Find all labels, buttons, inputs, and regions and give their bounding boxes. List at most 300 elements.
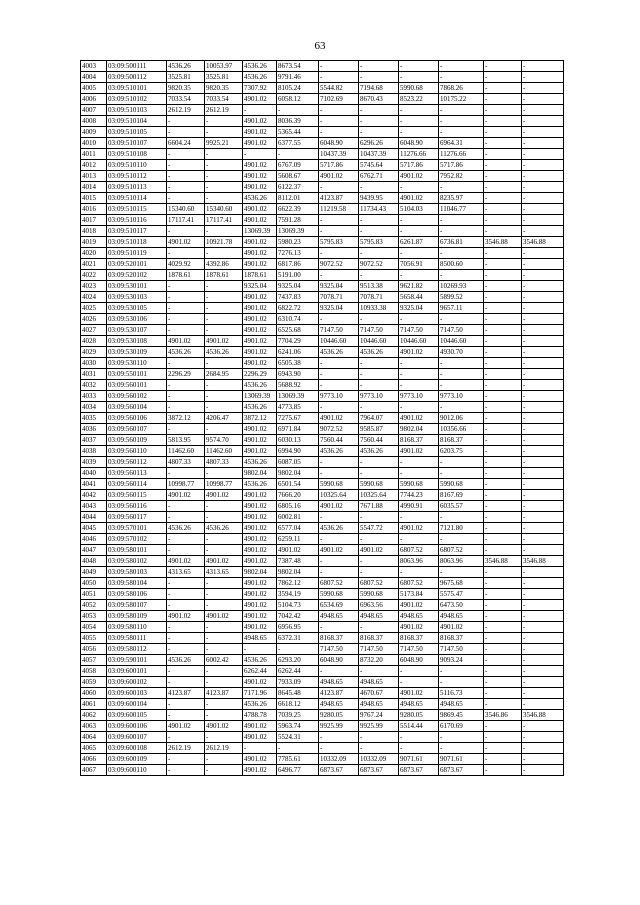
table-cell: 7147.50 bbox=[359, 644, 399, 655]
table-cell: 3594.19 bbox=[277, 589, 319, 600]
table-cell: 4042 bbox=[81, 490, 107, 501]
table-cell: - bbox=[522, 721, 564, 732]
table-cell: - bbox=[484, 182, 522, 193]
table-cell: - bbox=[399, 666, 439, 677]
table-cell: - bbox=[522, 259, 564, 270]
table-cell: 8168.37 bbox=[439, 633, 484, 644]
table-row bbox=[81, 424, 564, 435]
table-cell: - bbox=[484, 204, 522, 215]
table-cell: 4017 bbox=[81, 215, 107, 226]
table-row bbox=[81, 655, 564, 666]
table-cell: 4901.02 bbox=[243, 116, 277, 127]
table-cell: 6262.44 bbox=[277, 666, 319, 677]
page-number: 63 bbox=[314, 40, 326, 52]
table-cell: - bbox=[205, 248, 243, 259]
table-cell: 7039.25 bbox=[277, 710, 319, 721]
table-cell: - bbox=[484, 259, 522, 270]
table-cell: 10332.09 bbox=[359, 754, 399, 765]
table-cell: 4807.33 bbox=[205, 457, 243, 468]
table-cell: 8112.01 bbox=[277, 193, 319, 204]
table-cell: - bbox=[167, 732, 205, 743]
table-cell: 9925.99 bbox=[319, 721, 359, 732]
table-cell: 03:09:560102 bbox=[107, 391, 167, 402]
table-row bbox=[81, 215, 564, 226]
table-cell: 9802.04 bbox=[277, 567, 319, 578]
table-cell: 8167.69 bbox=[439, 490, 484, 501]
table-cell: 5365.44 bbox=[277, 127, 319, 138]
table-cell: - bbox=[205, 468, 243, 479]
table-cell: 4901.02 bbox=[243, 446, 277, 457]
table-cell: - bbox=[205, 314, 243, 325]
table-cell: - bbox=[522, 611, 564, 622]
table-cell: - bbox=[205, 754, 243, 765]
table-row bbox=[81, 633, 564, 644]
table-cell: 8523.22 bbox=[399, 94, 439, 105]
table-cell: 15340.60 bbox=[205, 204, 243, 215]
table-row bbox=[81, 281, 564, 292]
table-cell: 9773.10 bbox=[439, 391, 484, 402]
table-cell: - bbox=[522, 732, 564, 743]
table-cell: - bbox=[167, 149, 205, 160]
table-cell: 4901.02 bbox=[167, 611, 205, 622]
table-cell: - bbox=[484, 391, 522, 402]
table-cell: 7147.50 bbox=[399, 325, 439, 336]
table-cell: 4313.65 bbox=[167, 567, 205, 578]
table-row bbox=[81, 534, 564, 545]
table-cell: 6203.75 bbox=[439, 446, 484, 457]
table-cell: - bbox=[484, 644, 522, 655]
table-cell: 5990.68 bbox=[399, 83, 439, 94]
table-cell: - bbox=[319, 270, 359, 281]
table-cell: 9925.99 bbox=[359, 721, 399, 732]
table-cell: 4901.02 bbox=[399, 413, 439, 424]
table-cell: 5899.52 bbox=[439, 292, 484, 303]
table-cell: 03:09:560104 bbox=[107, 402, 167, 413]
table-cell: 5980.23 bbox=[277, 237, 319, 248]
table-cell: - bbox=[522, 677, 564, 688]
table-cell: 4536.26 bbox=[243, 402, 277, 413]
table-cell: - bbox=[439, 743, 484, 754]
table-cell: 4010 bbox=[81, 138, 107, 149]
table-cell: - bbox=[484, 688, 522, 699]
table-cell: - bbox=[399, 215, 439, 226]
table-cell: - bbox=[484, 149, 522, 160]
table-cell: - bbox=[167, 248, 205, 259]
table-cell: 6048.90 bbox=[319, 655, 359, 666]
table-cell: 8670.43 bbox=[359, 94, 399, 105]
table-row bbox=[81, 512, 564, 523]
table-cell: 4901.02 bbox=[205, 336, 243, 347]
table-cell: 13069.39 bbox=[277, 391, 319, 402]
table-cell: - bbox=[522, 743, 564, 754]
table-cell: 2684.95 bbox=[205, 369, 243, 380]
table-cell: 2612.19 bbox=[205, 743, 243, 754]
table-cell: 4948.65 bbox=[243, 633, 277, 644]
table-cell: 4901.02 bbox=[243, 182, 277, 193]
table-cell: 4206.47 bbox=[205, 413, 243, 424]
table-cell: - bbox=[522, 413, 564, 424]
table-cell: 6259.11 bbox=[277, 534, 319, 545]
table-cell: - bbox=[359, 248, 399, 259]
table-cell: - bbox=[319, 358, 359, 369]
table-cell: - bbox=[205, 303, 243, 314]
table-cell: 10446.60 bbox=[319, 336, 359, 347]
table-cell: 6994.90 bbox=[277, 446, 319, 457]
table-cell: - bbox=[484, 380, 522, 391]
table-cell: 7147.50 bbox=[439, 644, 484, 655]
table-row bbox=[81, 479, 564, 490]
table-cell: 4901.02 bbox=[243, 611, 277, 622]
table-cell: - bbox=[399, 369, 439, 380]
table-cell: 9773.10 bbox=[359, 391, 399, 402]
table-cell: 6577.04 bbox=[277, 523, 319, 534]
table-cell: 03:09:590101 bbox=[107, 655, 167, 666]
table-cell: 10437.39 bbox=[319, 149, 359, 160]
table-cell: 7147.50 bbox=[319, 325, 359, 336]
table-cell: 8036.39 bbox=[277, 116, 319, 127]
table-cell: - bbox=[205, 127, 243, 138]
table-cell: 03:09:530101 bbox=[107, 281, 167, 292]
table-cell: 03:09:560110 bbox=[107, 446, 167, 457]
table-cell: 03:09:560109 bbox=[107, 435, 167, 446]
table-cell: 17117.41 bbox=[167, 215, 205, 226]
table-cell: 5544.82 bbox=[319, 83, 359, 94]
table-cell: - bbox=[399, 567, 439, 578]
table-cell: - bbox=[484, 116, 522, 127]
table-cell: 4039 bbox=[81, 457, 107, 468]
table-cell: 9585.87 bbox=[359, 424, 399, 435]
table-cell: 03:09:510119 bbox=[107, 248, 167, 259]
table-cell: - bbox=[484, 765, 522, 776]
table-cell: 7056.91 bbox=[399, 259, 439, 270]
table-cell: - bbox=[522, 281, 564, 292]
table-cell: 9657.11 bbox=[439, 303, 484, 314]
table-cell: 03:09:510115 bbox=[107, 204, 167, 215]
table-cell: - bbox=[319, 72, 359, 83]
table-cell: - bbox=[319, 127, 359, 138]
table-cell: - bbox=[205, 402, 243, 413]
table-cell: 7671.88 bbox=[359, 501, 399, 512]
table-cell: - bbox=[205, 644, 243, 655]
table-cell: 03:09:600109 bbox=[107, 754, 167, 765]
table-cell: - bbox=[205, 325, 243, 336]
table-cell: 4059 bbox=[81, 677, 107, 688]
table-cell: 5990.68 bbox=[399, 479, 439, 490]
table-cell: - bbox=[205, 182, 243, 193]
table-cell: - bbox=[205, 501, 243, 512]
table-cell: - bbox=[167, 644, 205, 655]
table-cell: - bbox=[522, 512, 564, 523]
table-row bbox=[81, 193, 564, 204]
table-cell: - bbox=[359, 358, 399, 369]
table-cell: 4536.26 bbox=[243, 479, 277, 490]
table-cell: - bbox=[167, 578, 205, 589]
table-cell: 6873.67 bbox=[439, 765, 484, 776]
table-cell: 7147.50 bbox=[439, 325, 484, 336]
table-cell: 6873.67 bbox=[319, 765, 359, 776]
table-cell: 6058.12 bbox=[277, 94, 319, 105]
table-cell: 4901.02 bbox=[359, 545, 399, 556]
table-cell: 8168.37 bbox=[359, 633, 399, 644]
table-cell: - bbox=[167, 468, 205, 479]
table-cell: 9072.52 bbox=[319, 424, 359, 435]
table-cell: - bbox=[484, 94, 522, 105]
table-cell: - bbox=[484, 677, 522, 688]
table-cell: 9325.04 bbox=[319, 303, 359, 314]
table-cell: - bbox=[205, 292, 243, 303]
table-row bbox=[81, 501, 564, 512]
table-cell: 4901.02 bbox=[167, 721, 205, 732]
table-cell: 4018 bbox=[81, 226, 107, 237]
table-cell: 6501.54 bbox=[277, 479, 319, 490]
table-cell: 03:09:510105 bbox=[107, 127, 167, 138]
table-cell: 4123.87 bbox=[319, 193, 359, 204]
table-cell: 9072.52 bbox=[319, 259, 359, 270]
table-cell: 8168.37 bbox=[319, 633, 359, 644]
table-cell: - bbox=[439, 369, 484, 380]
table-cell: 4536.26 bbox=[243, 72, 277, 83]
table-cell: - bbox=[205, 732, 243, 743]
table-cell: 9071.61 bbox=[399, 754, 439, 765]
table-cell: - bbox=[439, 732, 484, 743]
table-cell: 4058 bbox=[81, 666, 107, 677]
table-cell: 13069.39 bbox=[277, 226, 319, 237]
table-cell: - bbox=[167, 281, 205, 292]
table-cell: - bbox=[484, 699, 522, 710]
table-cell: 8168.37 bbox=[399, 435, 439, 446]
table-cell: 9325.04 bbox=[277, 281, 319, 292]
table-row bbox=[81, 204, 564, 215]
table-cell: 03:09:520101 bbox=[107, 259, 167, 270]
table-cell: 7933.09 bbox=[277, 677, 319, 688]
table-cell: 03:09:560116 bbox=[107, 501, 167, 512]
table-cell: - bbox=[359, 743, 399, 754]
table-cell: 10325.64 bbox=[359, 490, 399, 501]
table-cell: 6377.55 bbox=[277, 138, 319, 149]
table-cell: - bbox=[522, 94, 564, 105]
table-cell: 9325.04 bbox=[319, 281, 359, 292]
table-cell: 6873.67 bbox=[399, 765, 439, 776]
table-cell: - bbox=[399, 61, 439, 72]
table-cell: 5514.44 bbox=[399, 721, 439, 732]
table-cell: 4536.26 bbox=[205, 523, 243, 534]
table-cell: 4901.02 bbox=[399, 446, 439, 457]
table-cell: 4807.33 bbox=[167, 457, 205, 468]
table-cell: - bbox=[205, 545, 243, 556]
table-cell: 03:09:530103 bbox=[107, 292, 167, 303]
table-row bbox=[81, 303, 564, 314]
table-cell: 9072.52 bbox=[359, 259, 399, 270]
table-cell: - bbox=[484, 160, 522, 171]
table-cell: 03:09:510117 bbox=[107, 226, 167, 237]
table-row bbox=[81, 743, 564, 754]
table-cell: 6262.44 bbox=[243, 666, 277, 677]
table-cell: - bbox=[522, 490, 564, 501]
table-cell: 8168.37 bbox=[439, 435, 484, 446]
table-cell: 4045 bbox=[81, 523, 107, 534]
table-cell: 4040 bbox=[81, 468, 107, 479]
table-cell: - bbox=[205, 666, 243, 677]
table-cell: - bbox=[205, 699, 243, 710]
table-cell: 4014 bbox=[81, 182, 107, 193]
table-cell: - bbox=[484, 666, 522, 677]
table-cell: 4056 bbox=[81, 644, 107, 655]
table-cell: 4930.70 bbox=[439, 347, 484, 358]
table-cell: 03:09:550101 bbox=[107, 369, 167, 380]
table-cell: 6030.13 bbox=[277, 435, 319, 446]
table-cell: - bbox=[439, 127, 484, 138]
table-cell: 4032 bbox=[81, 380, 107, 391]
table-cell: 6048.90 bbox=[399, 138, 439, 149]
table-cell: 6943.90 bbox=[277, 369, 319, 380]
table-cell: - bbox=[484, 534, 522, 545]
table-cell: 4901.02 bbox=[243, 677, 277, 688]
table-cell: - bbox=[522, 435, 564, 446]
table-cell: 03:09:500112 bbox=[107, 72, 167, 83]
table-cell: 03:09:560107 bbox=[107, 424, 167, 435]
table-cell: 03:09:580106 bbox=[107, 589, 167, 600]
table-cell: - bbox=[439, 72, 484, 83]
table-cell: - bbox=[167, 193, 205, 204]
table-cell: 4052 bbox=[81, 600, 107, 611]
table-cell: - bbox=[277, 644, 319, 655]
table-cell: 4901.02 bbox=[243, 523, 277, 534]
table-cell: - bbox=[167, 545, 205, 556]
table-cell: 9280.05 bbox=[319, 710, 359, 721]
table-cell: - bbox=[522, 204, 564, 215]
table-cell: 03:09:510101 bbox=[107, 83, 167, 94]
table-cell: 7078.71 bbox=[359, 292, 399, 303]
table-cell: 4901.02 bbox=[205, 556, 243, 567]
table-cell: 4050 bbox=[81, 578, 107, 589]
table-cell: - bbox=[484, 171, 522, 182]
table-cell: 10998.77 bbox=[205, 479, 243, 490]
table-cell: - bbox=[484, 226, 522, 237]
table-cell: - bbox=[205, 633, 243, 644]
table-cell: 6618.12 bbox=[277, 699, 319, 710]
table-row bbox=[81, 314, 564, 325]
table-cell: - bbox=[484, 435, 522, 446]
table-cell: - bbox=[167, 534, 205, 545]
table-cell: - bbox=[399, 732, 439, 743]
table-cell: 4901.02 bbox=[243, 545, 277, 556]
table-cell: - bbox=[359, 72, 399, 83]
table-cell: 4536.26 bbox=[243, 699, 277, 710]
table-cell: 5524.31 bbox=[277, 732, 319, 743]
table-cell: 4037 bbox=[81, 435, 107, 446]
table-row bbox=[81, 72, 564, 83]
table-cell: - bbox=[522, 380, 564, 391]
table-cell: 4901.02 bbox=[243, 336, 277, 347]
table-cell: 4901.02 bbox=[243, 600, 277, 611]
table-cell: 4901.02 bbox=[167, 237, 205, 248]
table-cell: 6002.42 bbox=[205, 655, 243, 666]
table-cell: 5173.84 bbox=[399, 589, 439, 600]
table-cell: 6805.16 bbox=[277, 501, 319, 512]
table-cell: 7147.50 bbox=[359, 325, 399, 336]
table-cell: 4004 bbox=[81, 72, 107, 83]
table-cell: - bbox=[277, 743, 319, 754]
table-cell: - bbox=[167, 160, 205, 171]
table-cell: 7437.83 bbox=[277, 292, 319, 303]
table-cell: - bbox=[522, 138, 564, 149]
table-cell: - bbox=[484, 490, 522, 501]
table-cell: - bbox=[484, 633, 522, 644]
table-cell: - bbox=[439, 512, 484, 523]
table-cell: 11462.60 bbox=[205, 446, 243, 457]
table-cell: - bbox=[484, 479, 522, 490]
table-cell: - bbox=[167, 182, 205, 193]
table-cell: - bbox=[319, 380, 359, 391]
table-cell: 4901.02 bbox=[243, 171, 277, 182]
table-cell: - bbox=[484, 501, 522, 512]
table-cell: 11219.58 bbox=[319, 204, 359, 215]
table-row bbox=[81, 116, 564, 127]
table-cell: 10446.60 bbox=[359, 336, 399, 347]
table-cell: - bbox=[522, 171, 564, 182]
table-cell: - bbox=[484, 325, 522, 336]
table-cell: 4948.65 bbox=[359, 699, 399, 710]
table-cell: - bbox=[522, 149, 564, 160]
table-cell: - bbox=[522, 446, 564, 457]
table-cell: 5990.68 bbox=[359, 479, 399, 490]
table-cell: 4901.02 bbox=[243, 215, 277, 226]
table-cell: 4901.02 bbox=[243, 424, 277, 435]
table-cell: 03:09:560106 bbox=[107, 413, 167, 424]
table-cell: 10269.93 bbox=[439, 281, 484, 292]
table-cell: - bbox=[522, 644, 564, 655]
table-cell: 4054 bbox=[81, 622, 107, 633]
table-cell: 4015 bbox=[81, 193, 107, 204]
table-cell: - bbox=[277, 149, 319, 160]
table-row bbox=[81, 600, 564, 611]
table-row bbox=[81, 611, 564, 622]
table-cell: 7033.54 bbox=[205, 94, 243, 105]
table-cell: 9621.82 bbox=[399, 281, 439, 292]
table-cell: 03:09:530109 bbox=[107, 347, 167, 358]
table-cell: - bbox=[439, 182, 484, 193]
table-cell: 4948.65 bbox=[399, 611, 439, 622]
table-cell: - bbox=[399, 677, 439, 688]
table-cell: 8105.24 bbox=[277, 83, 319, 94]
table-cell: 4948.65 bbox=[439, 611, 484, 622]
table-cell: 4536.26 bbox=[243, 655, 277, 666]
table-cell: 4536.26 bbox=[359, 347, 399, 358]
table-cell: 5608.67 bbox=[277, 171, 319, 182]
table-cell: 4028 bbox=[81, 336, 107, 347]
table-cell: - bbox=[439, 468, 484, 479]
table-cell: 11462.60 bbox=[167, 446, 205, 457]
table-cell: 4901.02 bbox=[399, 600, 439, 611]
table-cell: 4788.78 bbox=[243, 710, 277, 721]
table-cell: 4035 bbox=[81, 413, 107, 424]
table-cell: - bbox=[399, 127, 439, 138]
table-cell: 5191.00 bbox=[277, 270, 319, 281]
table-row bbox=[81, 292, 564, 303]
table-cell: 7704.29 bbox=[277, 336, 319, 347]
table-cell: 4901.02 bbox=[399, 688, 439, 699]
table-cell: - bbox=[205, 358, 243, 369]
table-cell: - bbox=[319, 248, 359, 259]
table-row bbox=[81, 369, 564, 380]
table-cell: 6241.06 bbox=[277, 347, 319, 358]
table-cell: - bbox=[484, 138, 522, 149]
table-cell: 9513.38 bbox=[359, 281, 399, 292]
table-cell: 11046.77 bbox=[439, 204, 484, 215]
table-cell: - bbox=[484, 347, 522, 358]
table-row bbox=[81, 754, 564, 765]
table-cell: 4009 bbox=[81, 127, 107, 138]
